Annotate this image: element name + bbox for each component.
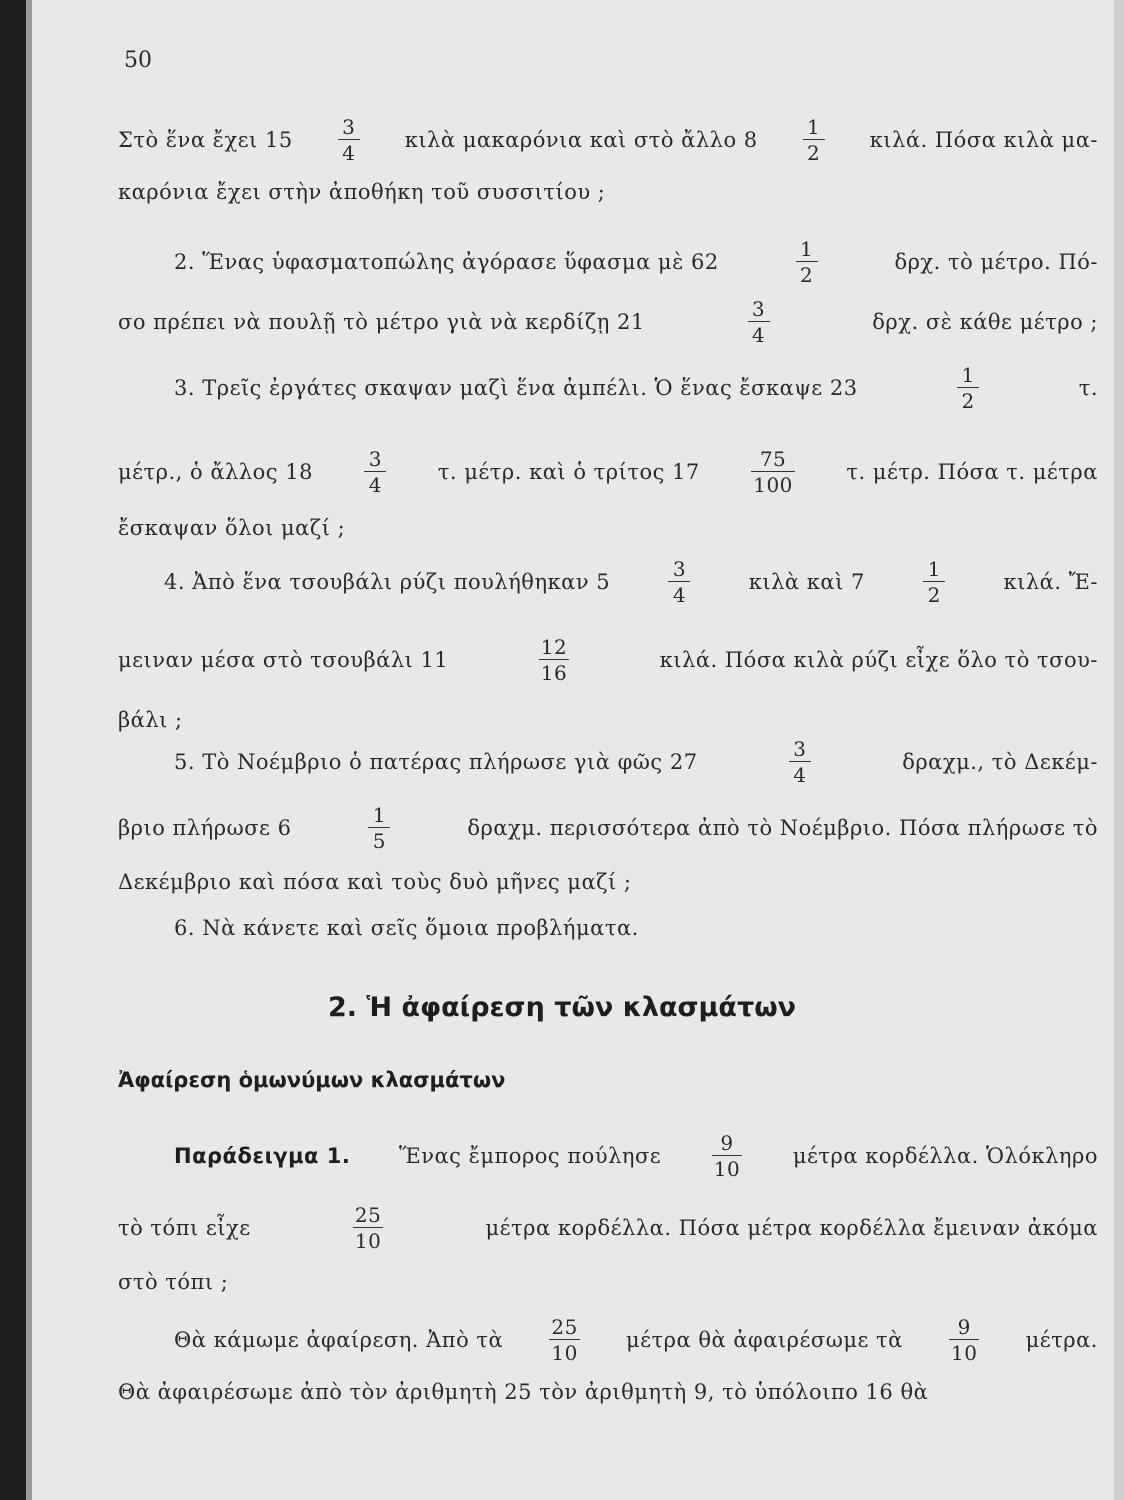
fraction-denominator: 100	[753, 473, 793, 497]
text-segment: δραχμ. περισσότερα ἀπὸ τὸ Νοέμβριο. Πόσα πλήρωσε τὸ	[467, 816, 1098, 840]
text-line	[118, 798, 1098, 858]
fraction	[368, 805, 390, 851]
example-label: Παράδειγμα 1.	[174, 1144, 351, 1168]
fraction	[803, 117, 825, 163]
text-line	[118, 162, 1098, 222]
text-segment: τὸ τόπι εἶχε	[118, 1216, 251, 1240]
fraction-denominator: 2	[803, 139, 825, 163]
text-segment: στὸ τόπι ;	[118, 1270, 229, 1294]
text-segment: ἔσκαψαν ὅλοι μαζί ;	[118, 516, 346, 540]
subheading: Ἀφαίρεση ὁμωνύμων κλασμάτων	[118, 1068, 506, 1092]
fraction-numerator: 25	[551, 1315, 578, 1339]
text-segment: βάλι ;	[118, 708, 183, 732]
fraction	[539, 637, 569, 683]
fraction	[923, 559, 945, 605]
fraction	[789, 739, 811, 785]
fraction	[748, 299, 770, 345]
text-segment: βριο πλήρωσε 6	[118, 816, 292, 840]
fraction-denominator: 4	[668, 581, 690, 605]
fraction	[949, 1317, 979, 1363]
text-line	[118, 630, 1098, 690]
fraction-denominator: 10	[551, 1341, 578, 1365]
text-segment: κιλά. Ἔ-	[1003, 570, 1098, 594]
text-segment: μειναν μέσα στὸ τσουβάλι 11	[118, 648, 449, 672]
fraction	[364, 449, 386, 495]
text-segment: μέτρ., ὁ ἄλλος 18	[118, 460, 313, 484]
fraction-numerator: 25	[354, 1203, 382, 1227]
fraction-numerator: 1	[961, 363, 975, 387]
text-segment: Θὰ κάμωμε ἀφαίρεση. Ἀπὸ τὰ	[174, 1328, 504, 1352]
page-binding-edge	[0, 0, 26, 1500]
text-segment: δραχμ., τὸ Δεκέμ-	[902, 750, 1098, 774]
fraction-numerator: 9	[720, 1131, 734, 1155]
fraction-numerator: 3	[368, 447, 382, 471]
text-segment: δρχ. τὸ μέτρο. Πό-	[894, 250, 1098, 274]
text-segment: 4. Ἀπὸ ἕνα τσουβάλι ρύζι πουλήθηκαν 5	[164, 570, 611, 594]
text-line	[174, 1310, 1098, 1370]
text-segment: Ἕνας ἔμπορος πούλησε	[398, 1144, 662, 1168]
text-line	[174, 1126, 1098, 1186]
text-segment: κιλά. Πόσα κιλὰ μα-	[869, 128, 1098, 152]
fraction-denominator: 10	[354, 1229, 382, 1253]
fraction-denominator: 5	[368, 827, 390, 851]
text-segment: Θὰ ἀφαιρέσωμε ἀπὸ τὸν ἀριθμητὴ 25 τὸν ἀριθμητὴ 9, τὸ ὑπόλοιπο 16 θὰ	[118, 1380, 929, 1404]
fraction-numerator: 1	[807, 115, 821, 139]
fraction-numerator: 75	[759, 447, 787, 471]
fraction-denominator: 4	[364, 471, 386, 495]
text-segment: κιλὰ καὶ 7	[748, 570, 865, 594]
text-line	[118, 498, 1098, 558]
text-segment: 2. Ἕνας ὑφασματοπώλης ἀγόρασε ὕφασμα μὲ 62	[174, 250, 719, 274]
text-segment: τ. μέτρ. Πόσα τ. μέτρα	[846, 460, 1098, 484]
text-segment: 5. Τὸ Νοέμβριο ὁ πατέρας πλήρωσε γιὰ φῶς 27	[174, 750, 698, 774]
fraction-numerator: 1	[927, 557, 941, 581]
text-line	[118, 1252, 1098, 1312]
fraction-numerator: 1	[799, 237, 814, 261]
text-line	[174, 232, 1098, 292]
fraction	[957, 365, 979, 411]
fraction	[712, 1133, 742, 1179]
fraction-numerator: 3	[751, 297, 766, 321]
text-segment: μέτρα κορδέλλα. Ὁλόκληρο	[792, 1144, 1098, 1168]
fraction	[338, 117, 360, 163]
text-line	[118, 1198, 1098, 1258]
fraction	[751, 449, 795, 495]
text-line	[164, 552, 1098, 612]
text-segment: μέτρα.	[1025, 1328, 1098, 1352]
text-segment: Στὸ ἕνα ἔχει 15	[118, 128, 293, 152]
text-segment: καρόνια ἔχει στὴν ἀποθήκη τοῦ συσσιτίου ;	[118, 180, 606, 204]
text-segment: κιλά. Πόσα κιλὰ ρύζι εἶχε ὅλο τὸ τσου-	[659, 648, 1098, 672]
fraction-denominator: 2	[957, 387, 979, 411]
text-line	[118, 442, 1098, 502]
text-segment: τ.	[1078, 376, 1098, 400]
fraction-denominator: 10	[951, 1341, 978, 1365]
fraction-denominator: 16	[540, 661, 568, 685]
text-segment: Δεκέμβριο καὶ πόσα καὶ τοὺς δυὸ μῆνες μαζί ;	[118, 870, 632, 894]
text-line	[118, 110, 1098, 170]
fraction	[668, 559, 690, 605]
fraction-denominator: 2	[923, 581, 945, 605]
fraction-numerator: 9	[957, 1315, 971, 1339]
text-line	[174, 358, 1098, 418]
section-heading: 2. Ἡ ἀφαίρεση τῶν κλασμάτων	[327, 992, 797, 1023]
text-segment: μέτρα κορδέλλα. Πόσα μέτρα κορδέλλα ἔμειναν ἀκόμα	[485, 1216, 1098, 1240]
page-number: 50	[124, 48, 152, 73]
fraction-denominator: 2	[796, 261, 818, 285]
fraction-numerator: 12	[540, 635, 568, 659]
text-line	[174, 732, 1098, 792]
text-segment: κιλὰ μακαρόνια καὶ στὸ ἄλλο 8	[404, 128, 758, 152]
fraction-numerator: 1	[372, 803, 387, 827]
text-segment: 3. Τρεῖς ἐργάτες σκαψαν μαζὶ ἕνα ἀμπέλι. Ὁ ἕνας ἔσκαψε 23	[174, 376, 858, 400]
text-line	[118, 1362, 1098, 1422]
fraction	[796, 239, 818, 285]
text-segment: σο πρέπει νὰ πουλῇ τὸ μέτρο γιὰ νὰ κερδίζῃ 21	[118, 310, 645, 334]
page-right-margin	[1114, 0, 1124, 1500]
fraction-numerator: 3	[672, 557, 687, 581]
fraction-denominator: 4	[338, 139, 360, 163]
fraction-numerator: 3	[342, 115, 356, 139]
text-line	[174, 898, 1098, 958]
text-segment: δρχ. σὲ κάθε μέτρο ;	[872, 310, 1098, 334]
fraction-denominator: 10	[713, 1157, 741, 1181]
fraction	[549, 1317, 579, 1363]
text-segment: τ. μέτρ. καὶ ὁ τρίτος 17	[437, 460, 700, 484]
fraction-denominator: 4	[789, 761, 811, 785]
text-segment: μέτρα θὰ ἀφαιρέσωμε τὰ	[626, 1328, 903, 1352]
fraction-numerator: 3	[793, 737, 807, 761]
text-segment: 6. Νὰ κάνετε καὶ σεῖς ὅμοια προβλήματα.	[174, 916, 639, 940]
page-shadow	[26, 0, 32, 1500]
fraction	[353, 1205, 383, 1251]
text-line	[118, 292, 1098, 352]
fraction-denominator: 4	[748, 321, 770, 345]
